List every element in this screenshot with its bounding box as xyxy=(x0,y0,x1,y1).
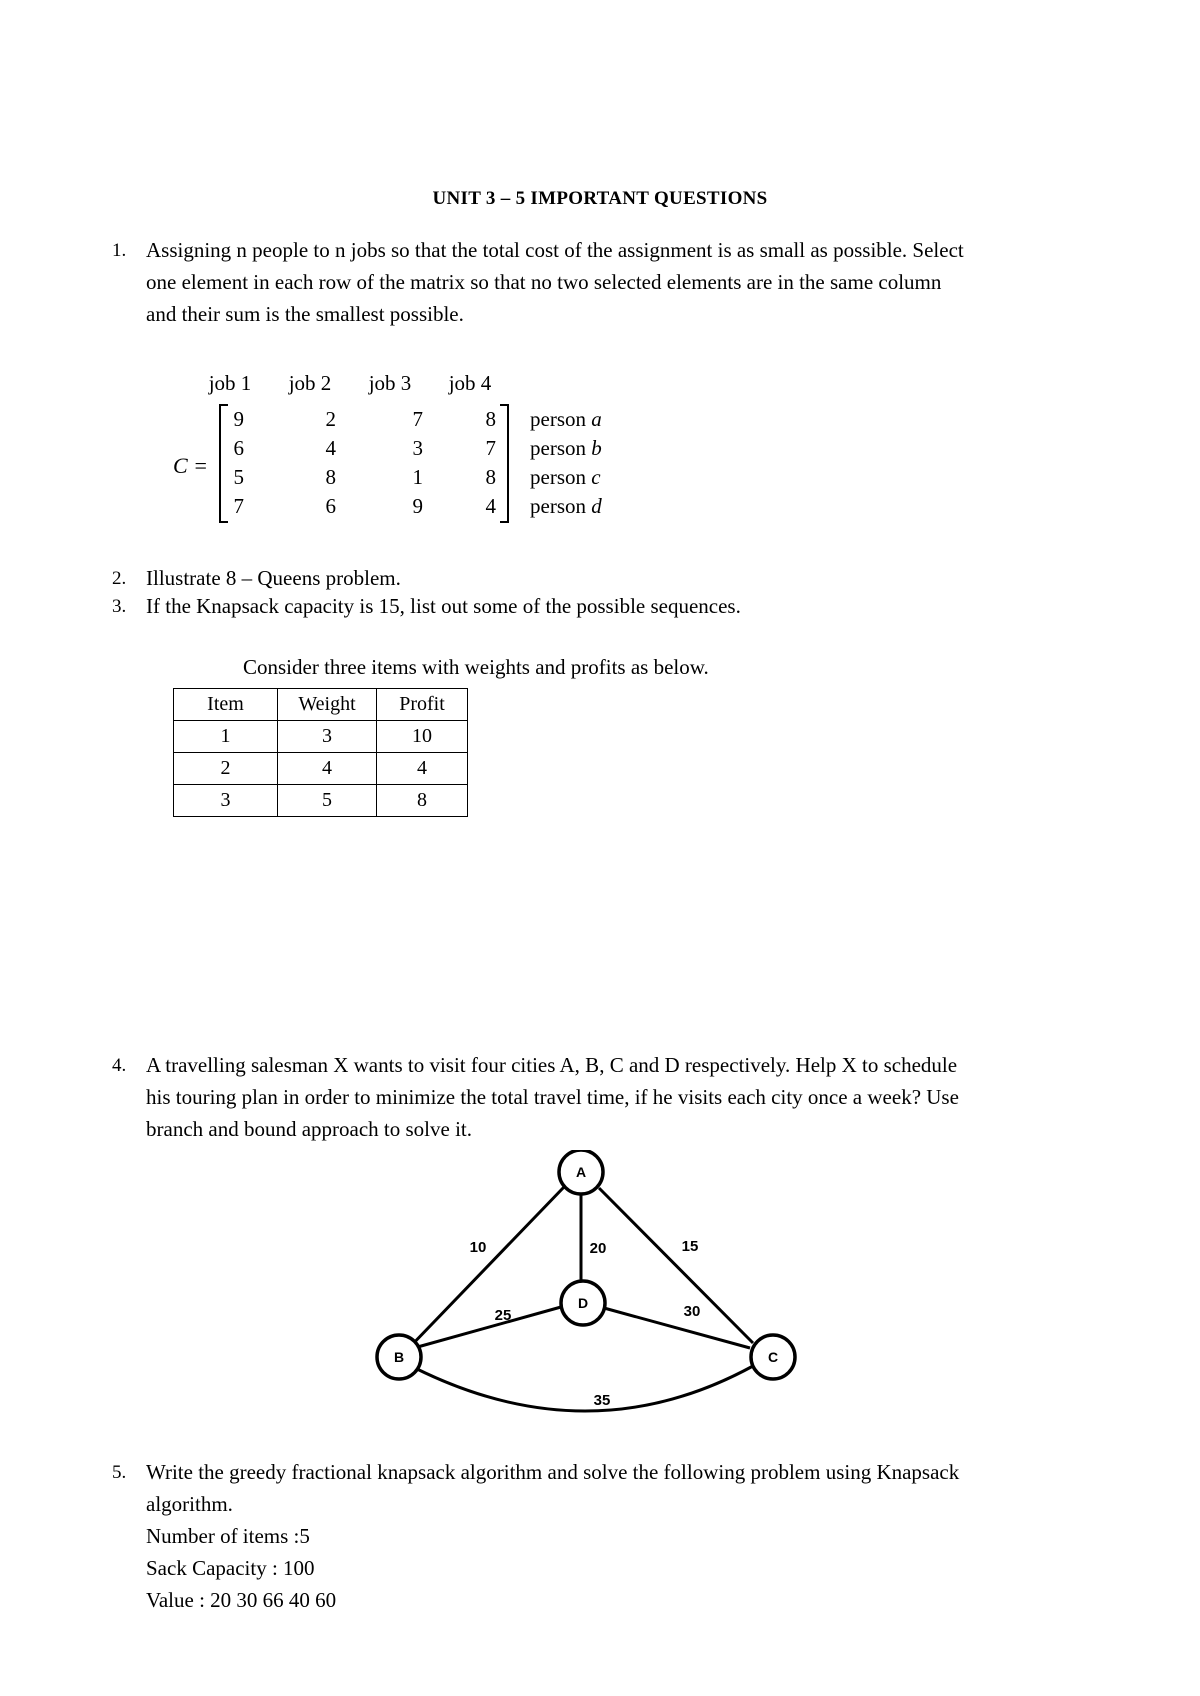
page-title: UNIT 3 – 5 IMPORTANT QUESTIONS xyxy=(432,188,768,209)
edge-a-b xyxy=(406,1187,564,1351)
q5-line: Value : 20 30 66 40 60 xyxy=(146,1588,337,1612)
matrix-person-label: person a xyxy=(530,407,602,431)
matrix-cell: 4 xyxy=(485,494,496,518)
table-row xyxy=(174,721,468,753)
matrix-job-header: job 1 xyxy=(208,371,252,395)
table-row xyxy=(174,753,468,785)
table-cell: 2 xyxy=(174,753,278,785)
q1-line: and their sum is the smallest possible. xyxy=(146,302,464,326)
matrix-person-label: person c xyxy=(530,465,601,489)
cost-matrix xyxy=(150,360,670,530)
edge-weight-label: 20 xyxy=(589,1240,607,1257)
q3-line: If the Knapsack capacity is 15, list out some of the possible sequences. xyxy=(146,594,741,618)
knapsack-table xyxy=(173,688,468,817)
matrix-cell: 3 xyxy=(412,436,423,460)
edge-d-c xyxy=(604,1308,750,1348)
q1-line: Assigning n people to n jobs so that the total cost of the assignment is as small as possible. Select xyxy=(146,238,964,262)
tsp-graph xyxy=(370,1150,820,1420)
q4-line: A travelling salesman X wants to visit four cities A, B, C and D respectively. Help X to schedule xyxy=(146,1053,958,1077)
matrix-cell: 6 xyxy=(233,436,244,460)
matrix-cell: 8 xyxy=(325,465,336,489)
q5-line: Sack Capacity : 100 xyxy=(146,1556,315,1580)
matrix-left-bracket xyxy=(220,405,228,522)
node-c xyxy=(751,1335,795,1379)
matrix-right-bracket xyxy=(500,405,508,522)
q3-text xyxy=(146,590,1106,622)
edge-weight-label: 15 xyxy=(681,1238,699,1255)
matrix-label: C = xyxy=(173,453,209,478)
edge-weight-label: 10 xyxy=(469,1239,487,1256)
q4-line: his touring plan in order to minimize the total travel time, if he visits each city once a week? Use xyxy=(146,1085,959,1109)
q2-line: Illustrate 8 – Queens problem. xyxy=(146,566,401,590)
q5-line: algorithm. xyxy=(146,1492,233,1516)
edge-weight-label: 35 xyxy=(593,1392,611,1409)
matrix-person-label: person b xyxy=(530,436,602,460)
node-label: C xyxy=(767,1349,779,1365)
edge-weight-label: 25 xyxy=(494,1307,512,1324)
table-cell: 4 xyxy=(377,753,468,785)
q5-line: Number of items :5 xyxy=(146,1524,310,1548)
node-d xyxy=(561,1281,605,1325)
matrix-person-label: person d xyxy=(530,494,602,518)
matrix-cell: 6 xyxy=(325,494,336,518)
table-header: Item xyxy=(174,689,278,721)
table-cell: 4 xyxy=(278,753,377,785)
table-cell: 3 xyxy=(174,785,278,817)
table-cell: 5 xyxy=(278,785,377,817)
q5-number: 5. xyxy=(112,1462,127,1483)
table-cell: 3 xyxy=(278,721,377,753)
edge-a-c xyxy=(599,1188,753,1343)
matrix-cell: 9 xyxy=(233,407,244,431)
matrix-job-header: job 4 xyxy=(448,371,492,395)
knapsack-table-caption: Consider three items with weights and profits as below. xyxy=(243,655,709,679)
table-cell: 10 xyxy=(377,721,468,753)
table-header: Weight xyxy=(278,689,377,721)
table-header: Profit xyxy=(377,689,468,721)
matrix-job-header: job 2 xyxy=(288,371,332,395)
matrix-cell: 5 xyxy=(233,465,244,489)
table-header-row xyxy=(174,689,468,721)
matrix-cell: 7 xyxy=(233,494,244,518)
matrix-cell: 1 xyxy=(412,465,423,489)
q4-text xyxy=(146,1049,1106,1145)
matrix-job-header: job 3 xyxy=(368,371,412,395)
q1-number: 1. xyxy=(112,240,127,261)
edge-weight-label: 30 xyxy=(683,1303,701,1320)
q1-line: one element in each row of the matrix so that no two selected elements are in the same column xyxy=(146,270,942,294)
q2-number: 2. xyxy=(112,568,127,589)
matrix-cell: 8 xyxy=(485,407,496,431)
q3-number: 3. xyxy=(112,596,127,617)
matrix-cell: 4 xyxy=(325,436,336,460)
matrix-cell: 8 xyxy=(485,465,496,489)
q4-line: branch and bound approach to solve it. xyxy=(146,1117,472,1141)
matrix-cell: 9 xyxy=(412,494,423,518)
edge-b-d xyxy=(414,1307,561,1348)
node-label: A xyxy=(575,1164,587,1180)
node-b xyxy=(377,1335,421,1379)
node-label: D xyxy=(577,1295,589,1311)
matrix-cell: 7 xyxy=(485,436,496,460)
table-row xyxy=(174,785,468,817)
table-cell: 1 xyxy=(174,721,278,753)
table-cell: 8 xyxy=(377,785,468,817)
q4-number: 4. xyxy=(112,1055,127,1076)
node-a xyxy=(559,1150,603,1194)
q5-text xyxy=(146,1456,1106,1616)
matrix-cell: 2 xyxy=(325,407,336,431)
node-label: B xyxy=(393,1349,405,1365)
q5-line: Write the greedy fractional knapsack algorithm and solve the following problem using Knapsack xyxy=(146,1460,960,1484)
matrix-cell: 7 xyxy=(412,407,423,431)
edge-b-c xyxy=(415,1366,753,1411)
q1-text xyxy=(146,234,1106,330)
